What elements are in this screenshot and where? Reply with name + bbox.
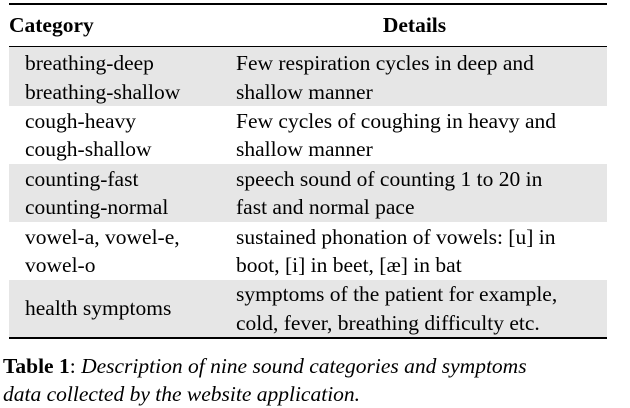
caption-label: Table 1 — [3, 354, 70, 378]
table-caption — [3, 352, 628, 408]
details-line: fast and normal pace — [236, 195, 415, 219]
category-cell — [9, 47, 222, 107]
caption-first-line — [3, 352, 628, 380]
details-cell — [222, 280, 607, 338]
details-line: symptoms of the patient for example, — [236, 282, 558, 306]
details-line: speech sound of counting 1 to 20 in — [236, 166, 543, 191]
details-line: shallow manner — [236, 137, 373, 161]
table-container — [9, 3, 607, 339]
caption-separator: : — [69, 354, 76, 378]
header-category: Category — [9, 4, 222, 47]
category-cell — [9, 222, 222, 280]
category-line: health symptoms — [25, 296, 172, 321]
details-line: sustained phonation of vowels: [u] in — [236, 224, 556, 249]
details-line: Few respiration cycles in deep and — [236, 51, 534, 75]
details-line: boot, [i] in beet, [æ] in bat — [236, 253, 462, 277]
category-cell — [9, 280, 222, 338]
category-cell — [9, 106, 222, 164]
sound-categories-table — [9, 3, 607, 339]
category-line: cough-shallow — [25, 137, 152, 161]
details-cell — [222, 222, 607, 280]
caption-text-line1: Description of nine sound categories and symptoms — [81, 354, 527, 378]
table-row — [9, 164, 607, 222]
table-header-row — [9, 4, 607, 47]
category-cell — [9, 164, 222, 222]
details-cell — [222, 106, 607, 164]
details-line: Few cycles of coughing in heavy and — [236, 108, 557, 133]
category-line: counting-normal — [25, 195, 169, 219]
table-row — [9, 280, 607, 338]
details-cell — [222, 164, 607, 222]
table-row — [9, 106, 607, 164]
category-line: cough-heavy — [25, 108, 137, 133]
category-line: breathing-shallow — [25, 79, 181, 104]
category-line: vowel-a, vowel-e, — [25, 224, 180, 249]
details-line: shallow manner — [236, 79, 373, 104]
category-line: breathing-deep — [25, 51, 154, 75]
category-line: counting-fast — [25, 166, 139, 191]
category-line: vowel-o — [25, 253, 96, 277]
caption-text-line2: data collected by the website application. — [3, 382, 361, 406]
table-row — [9, 222, 607, 280]
header-details: Details — [222, 4, 607, 47]
details-line: cold, fever, breathing difficulty etc. — [236, 310, 540, 335]
details-cell — [222, 47, 607, 107]
table-row — [9, 47, 607, 107]
